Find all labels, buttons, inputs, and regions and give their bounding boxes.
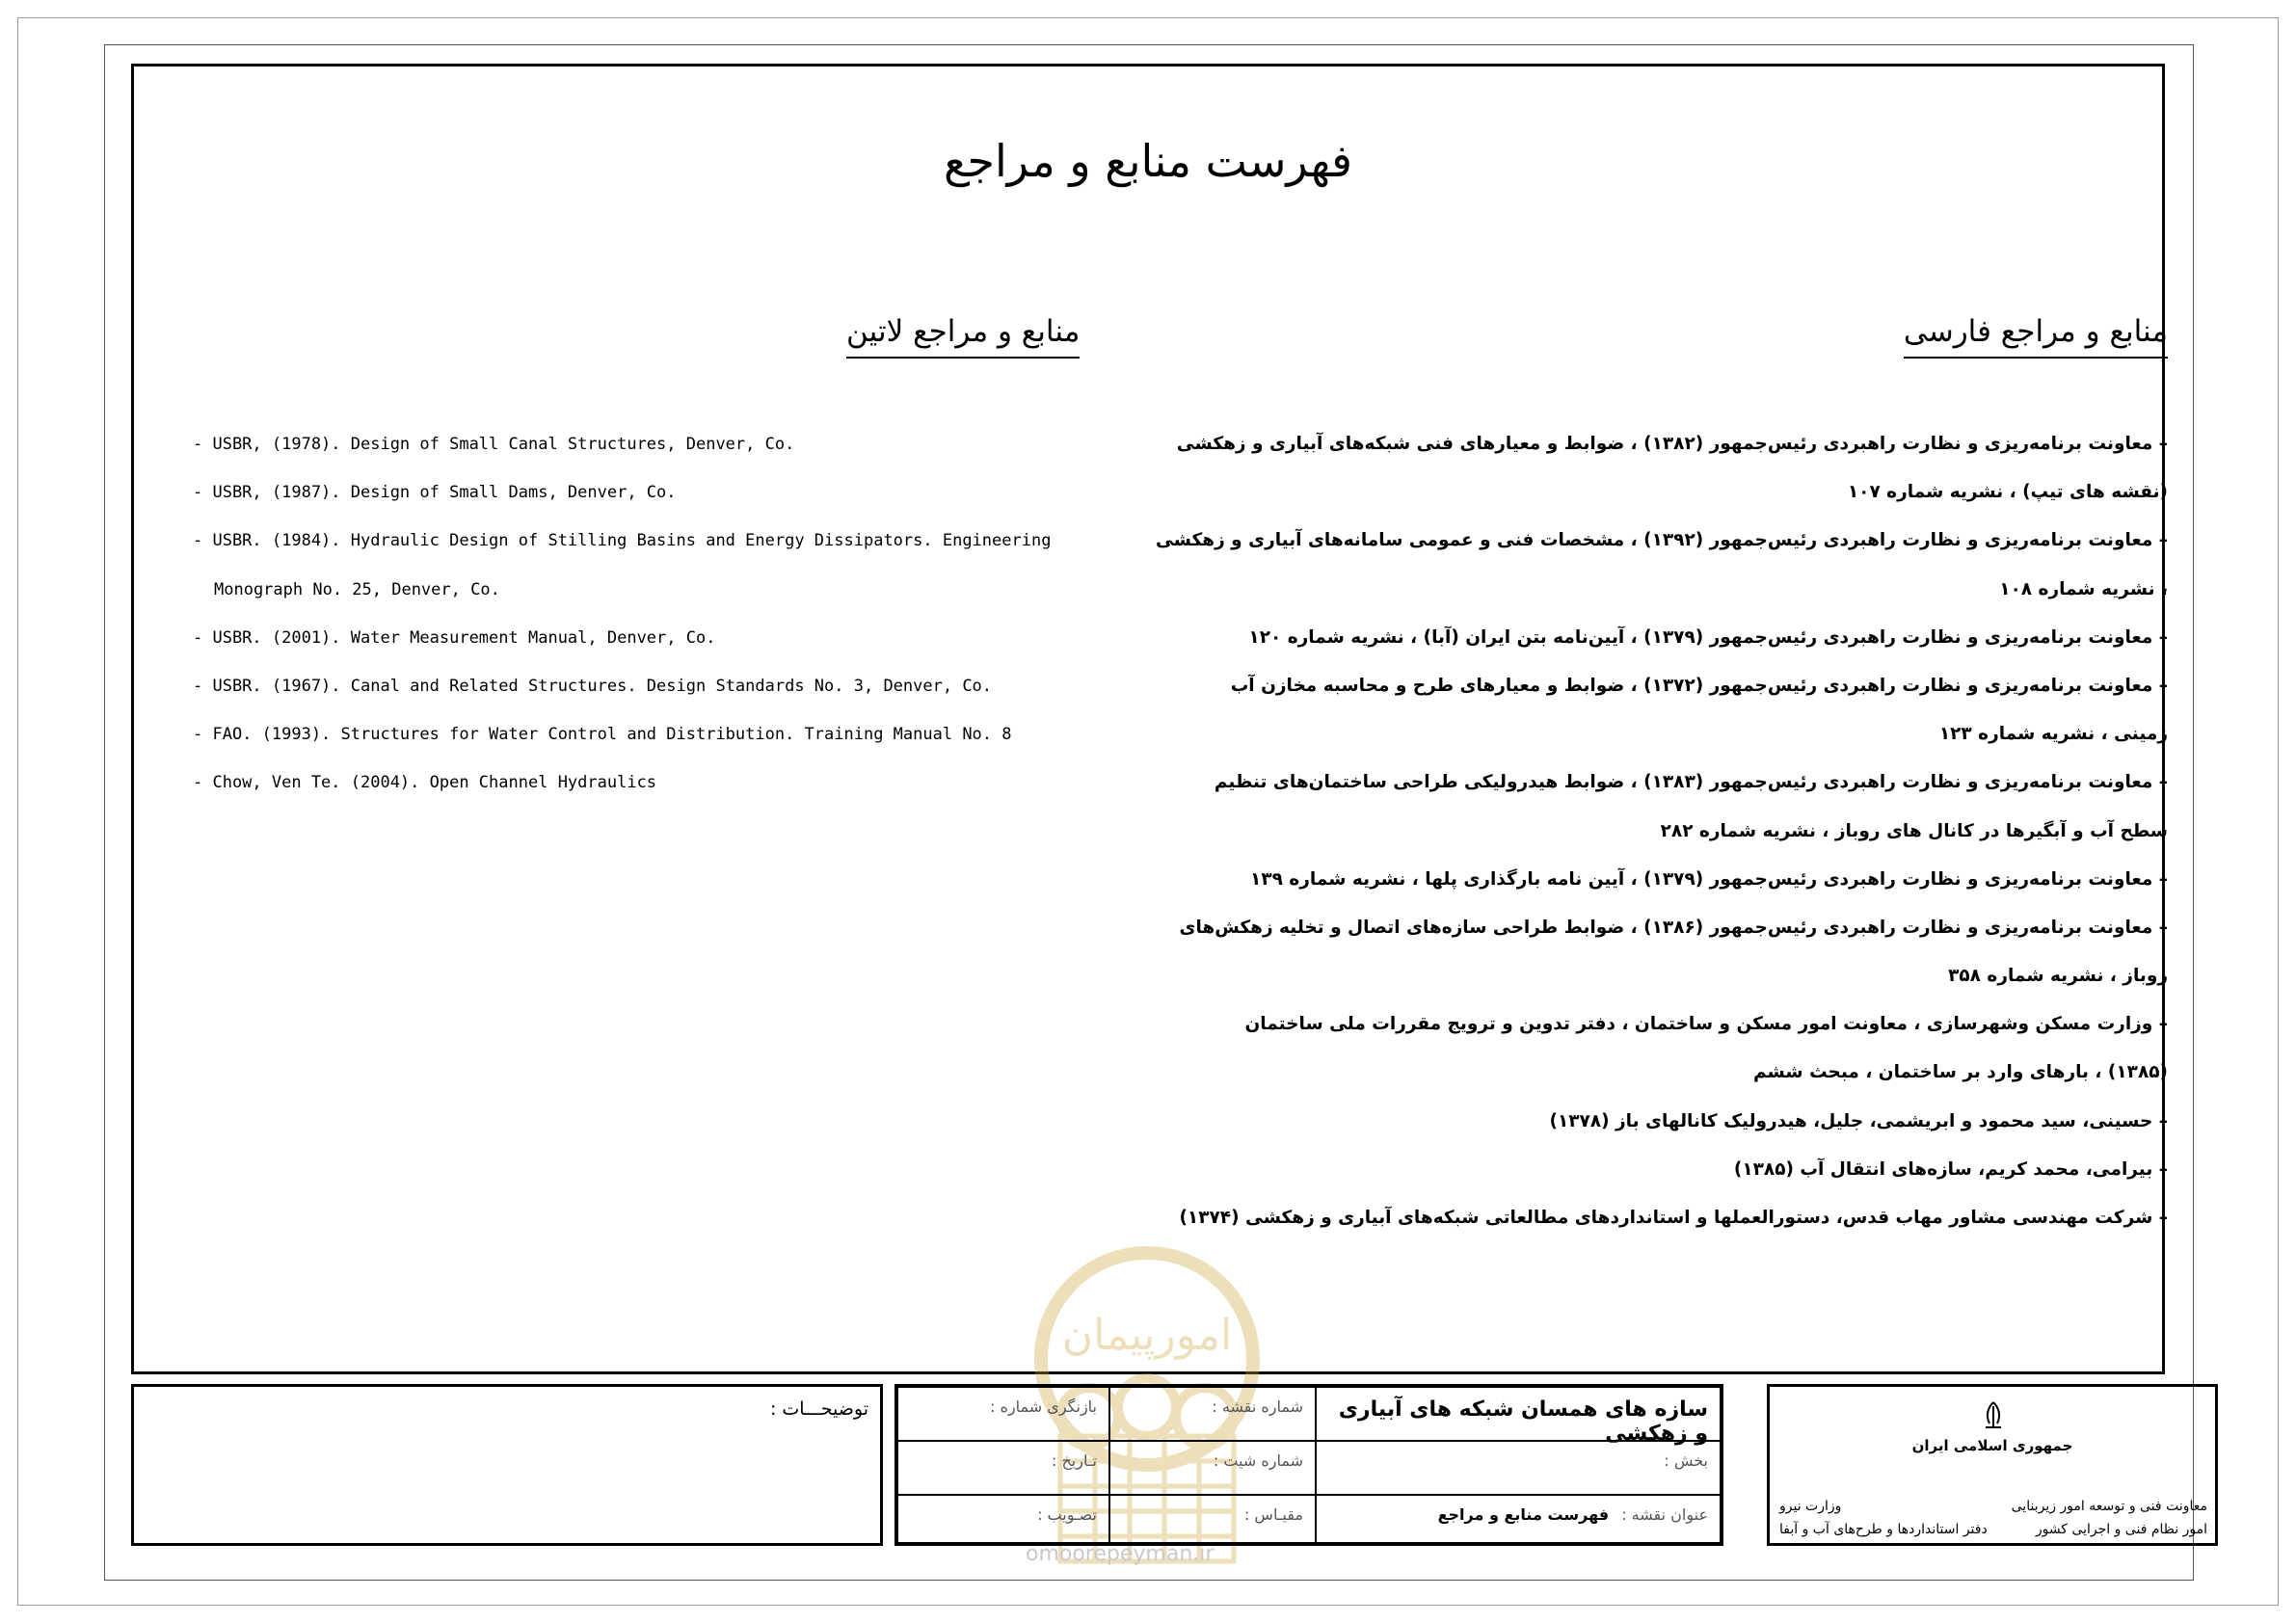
latin-section-heading: منابع و مراجع لاتین [846,314,1080,359]
section-cell [1316,1441,1721,1495]
date-cell [897,1441,1109,1495]
persian-section-heading: منابع و مراجع فارسی [1904,314,2168,359]
persian-ref-line: – معاونت برنامه‌ریزی و نظارت راهبردی رئیس‌جمهور (۱۳۸۳) ، ضوابط هیدرولیکی طراحی ساختمان‌های تنظیم [1214,772,2168,793]
ministry-name: وزارت نیرو [1779,1499,1842,1514]
persian-ref-line: – حسینی، سید محمود و ابریشمی، جلیل، هیدرولیک کانالهای باز (۱۳۷۸) [1549,1110,2168,1131]
iran-emblem-icon [1976,1398,2011,1433]
watermark-url: omoorepeyman.ir [1026,1542,1215,1566]
persian-ref-line: روباز ، نشریه شماره ۳۵۸ [1948,966,2168,987]
persian-ref-line: (نقشه های تیپ) ، نشریه شماره ۱۰۷ [1847,482,2168,503]
latin-ref-line: Monograph No. 25, Denver, Co. [214,579,500,599]
latin-ref-line: - USBR. (2001). Water Measurement Manual, Denver, Co. [193,627,716,648]
revision-label: بازنگری شماره : [990,1397,1097,1416]
country-name: جمهوری اسلامی ایران [1911,1437,2073,1454]
latin-ref-line: - FAO. (1993). Structures for Water Control and Distribution. Training Manual No. 8 [193,725,1012,745]
drawing-no-cell [1109,1387,1316,1441]
org-deputy: معاونت فنی و توسعه امور زیربنایی [2011,1499,2207,1514]
project-title: سازه های همسان شبکه های آبیاری و زهکشی [1338,1397,1708,1446]
drawing-no-label: شماره نقشه : [1212,1397,1303,1416]
persian-ref-line: – وزارت مسکن وشهرسازی ، معاونت امور مسکن و ساختمان ، دفتر تدوین و ترویج مقررات ملی ساختمان [1244,1014,2168,1035]
page-title: فهرست منابع و مراجع [944,135,1352,187]
drawing-title-value: فهرست منابع و مراجع [1437,1505,1610,1524]
office-name: دفتر استانداردها و طرح‌های آب و آبفا [1779,1522,1988,1537]
section-label: بخش : [1664,1451,1708,1470]
persian-ref-line: – معاونت برنامه‌ریزی و نظارت راهبردی رئیس‌جمهور (۱۳۷۲) ، ضوابط و معیارهای طرح و محاسبه مخازن آب [1230,675,2168,696]
latin-ref-line: - USBR, (1978). Design of Small Canal Structures, Denver, Co. [193,435,795,454]
project-title-cell [1316,1387,1721,1446]
drawing-info-table [894,1384,1723,1546]
organization-box [1767,1384,2218,1546]
org-affairs: امور نظام فنی و اجرایی کشور [2035,1522,2207,1537]
scale-cell [1109,1495,1316,1543]
approval-label: تصـویب : [1037,1505,1097,1524]
revision-cell [897,1387,1109,1441]
sheet-no-cell [1109,1441,1316,1495]
sheet-no-label: شماره شیت : [1213,1451,1303,1470]
persian-ref-line: – بیرامی، محمد کریم، سازه‌های انتقال آب (۱۳۸۵) [1733,1158,2168,1180]
persian-ref-line: – معاونت برنامه‌ریزی و نظارت راهبردی رئیس‌جمهور (۱۳۷۹) ، آیین‌نامه بتن ایران (آبا) ، نشریه شماره ۱۲۰ [1248,626,2168,648]
latin-ref-line: - USBR. (1984). Hydraulic Design of Stilling Basins and Energy Dissipators. Engineering [193,531,1052,551]
persian-ref-line: (۱۳۸۵) ، بارهای وارد بر ساختمان ، مبحث ششم [1753,1062,2168,1083]
latin-ref-line: - USBR, (1987). Design of Small Dams, Denver, Co. [193,483,677,503]
watermark-logo-text: امورپیمان [1061,1311,1233,1360]
persian-ref-line: – معاونت برنامه‌ریزی و نظارت راهبردی رئیس‌جمهور (۱۳۷۹) ، آیین نامه بارگذاری پلها ، نشریه شماره ۱۳۹ [1250,868,2168,890]
persian-ref-line: – معاونت برنامه‌ریزی و نظارت راهبردی رئیس‌جمهور (۱۳۸۶) ، ضوابط طراحی سازه‌های اتصال و تخلیه زهکش‌های [1179,917,2168,938]
drawing-title-cell [1316,1495,1721,1543]
notes-box [131,1384,883,1546]
notes-label: توضیحـــات : [769,1398,868,1420]
persian-ref-line: زمینی ، نشریه شماره ۱۲۳ [1938,724,2168,745]
latin-ref-line: - Chow, Ven Te. (2004). Open Channel Hydraulics [193,773,657,793]
persian-ref-line: – معاونت برنامه‌ریزی و نظارت راهبردی رئیس‌جمهور (۱۳۸۲) ، ضوابط و معیارهای فنی شبکه‌های آبیاری و زهکشی [1176,434,2168,454]
latin-reference-list [193,420,1080,808]
date-label: تـاریخ : [1052,1451,1097,1470]
scale-label: مقیـاس : [1243,1505,1303,1524]
approval-cell [897,1495,1109,1543]
persian-ref-line: – شرکت مهندسی مشاور مهاب قدس، دستورالعملها و استانداردهای مطالعاتی شبکه‌های آبیاری و زهکشی (۱۳۷۴) [1179,1208,2168,1228]
latin-ref-line: - USBR. (1967). Canal and Related Structures. Design Standards No. 3, Denver, Co. [193,676,993,696]
persian-reference-list [1155,420,2168,1242]
persian-ref-line: – معاونت برنامه‌ریزی و نظارت راهبردی رئیس‌جمهور (۱۳۹۲) ، مشخصات فنی و عمومی سامانه‌های آبیاری و زهکشی [1155,530,2168,551]
drawing-title-label: عنوان نقشه : [1621,1505,1708,1524]
persian-ref-line: سطح آب و آبگیرها در کانال های روباز ، نشریه شماره ۲۸۲ [1660,820,2168,841]
persian-ref-line: ، نشریه شماره ۱۰۸ [1999,578,2168,599]
